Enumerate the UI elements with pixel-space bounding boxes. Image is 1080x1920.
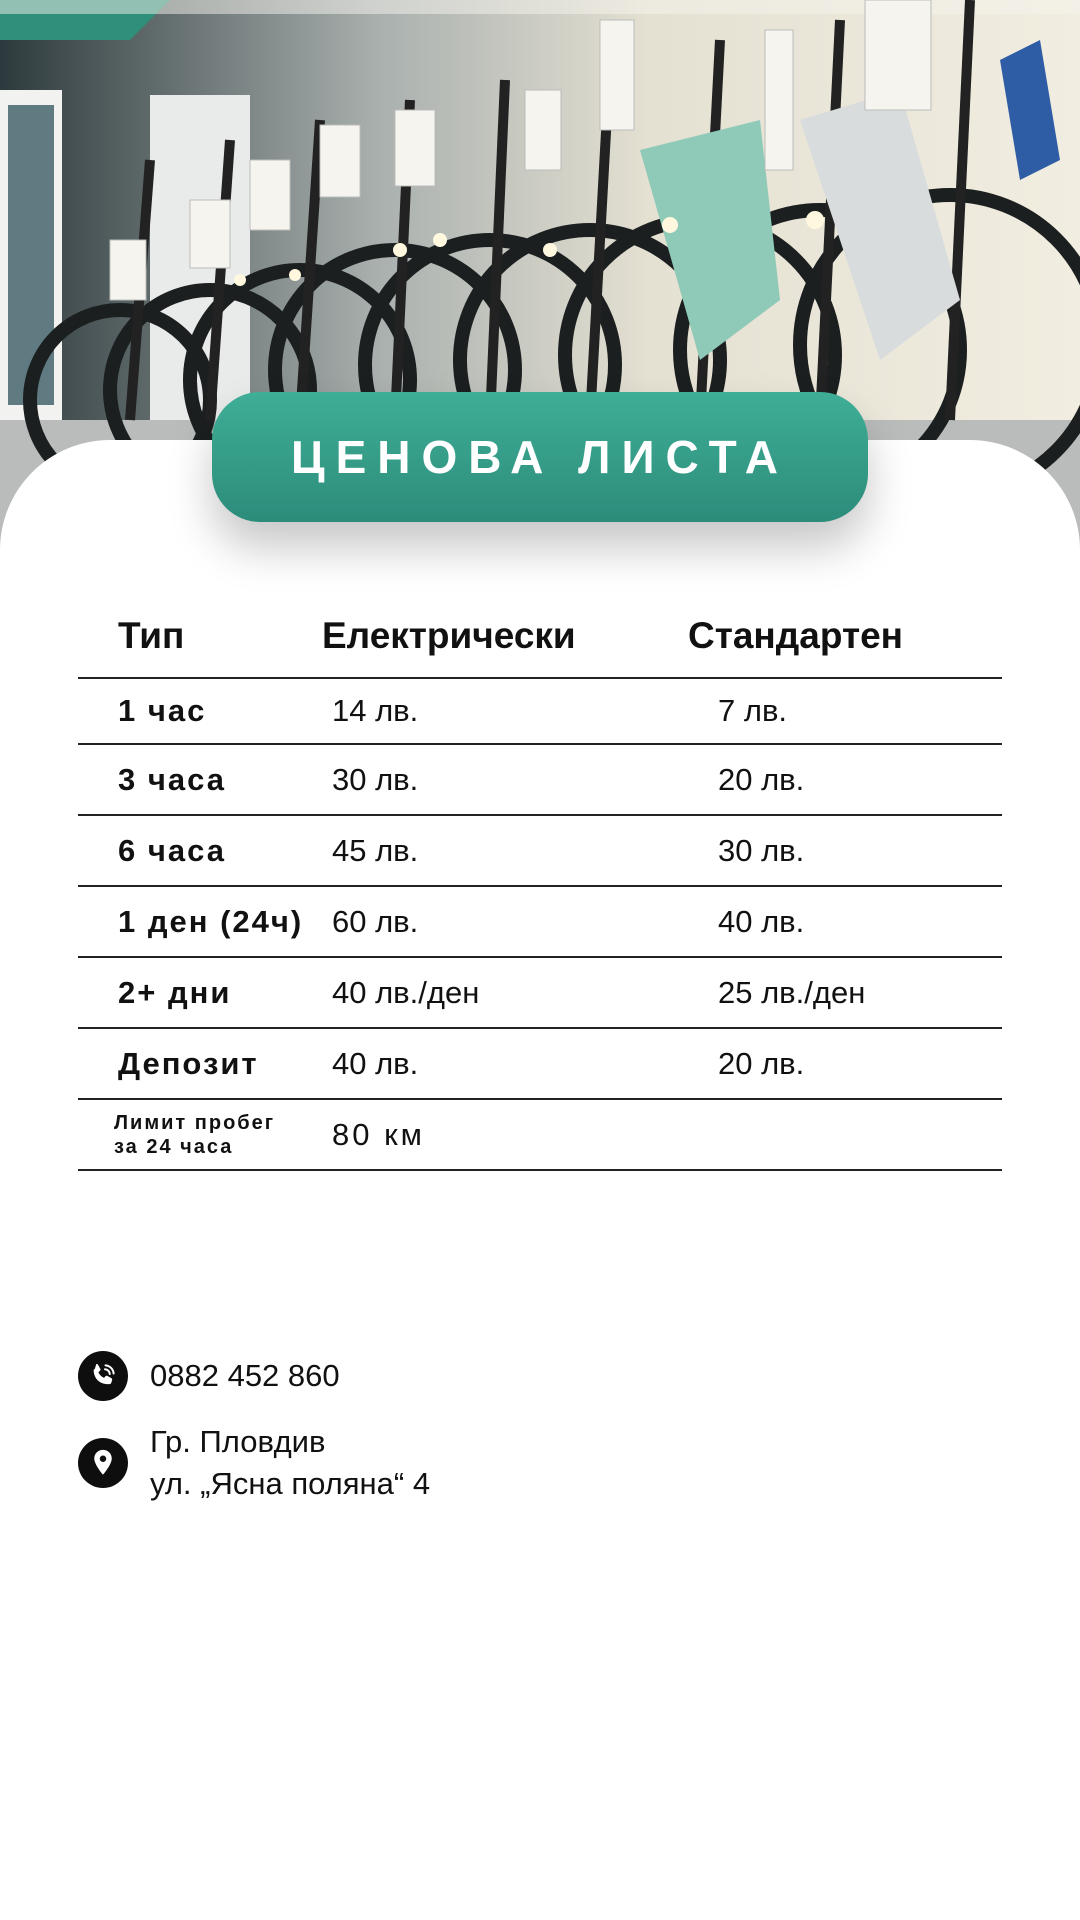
address-city: Гр. Пловдив (150, 1424, 326, 1459)
header-electric: Електрически (322, 615, 576, 656)
title-banner (212, 392, 868, 522)
row-type: 2+ дни (118, 974, 232, 1010)
row-electric-price: 40 лв./ден (332, 974, 480, 1010)
price-table (78, 595, 1002, 1171)
row-standard-price: 20 лв. (718, 761, 805, 797)
table-row (78, 958, 1002, 1029)
address (150, 1421, 430, 1505)
row-electric-price: 14 лв. (332, 693, 419, 728)
row-standard-price: 25 лв./ден (718, 974, 866, 1010)
table-row (78, 679, 1002, 745)
contact-address (78, 1421, 430, 1505)
row-standard-price: 40 лв. (718, 903, 805, 939)
phone-icon (78, 1351, 128, 1401)
table-row (78, 887, 1002, 958)
header-standard: Стандартен (688, 615, 903, 656)
row-type: 1 ден (24ч) (118, 903, 304, 939)
row-standard-price: 30 лв. (718, 832, 805, 868)
row-type: Депозит (118, 1045, 259, 1081)
row-electric-price: 30 лв. (332, 761, 419, 797)
row-standard-price: 7 лв. (718, 693, 788, 728)
limit-label-line1: Лимит пробег (114, 1111, 276, 1134)
row-electric-price: 60 лв. (332, 903, 419, 939)
row-type: 1 час (118, 693, 207, 728)
row-electric-price: 45 лв. (332, 832, 419, 868)
table-row (78, 745, 1002, 816)
row-standard-price: 20 лв. (718, 1045, 805, 1081)
phone-number[interactable]: 0882 452 860 (150, 1358, 340, 1393)
limit-label-line2: за 24 часа (114, 1135, 234, 1158)
table-row (78, 816, 1002, 887)
address-street: ул. „Ясна поляна“ 4 (150, 1466, 431, 1501)
header-type: Тип (118, 615, 185, 656)
row-type: 6 часа (118, 832, 226, 868)
page-title: ЦЕНОВА ЛИСТА (290, 431, 790, 483)
table-header (78, 595, 1002, 679)
location-pin-icon (78, 1438, 128, 1488)
row-electric-price: 40 лв. (332, 1045, 419, 1081)
contact-phone (78, 1351, 340, 1401)
table-row (78, 1029, 1002, 1100)
limit-value: 80 км (332, 1116, 425, 1152)
row-type: 3 часа (118, 761, 226, 797)
table-row-limit (78, 1100, 1002, 1171)
limit-label (78, 1111, 322, 1159)
